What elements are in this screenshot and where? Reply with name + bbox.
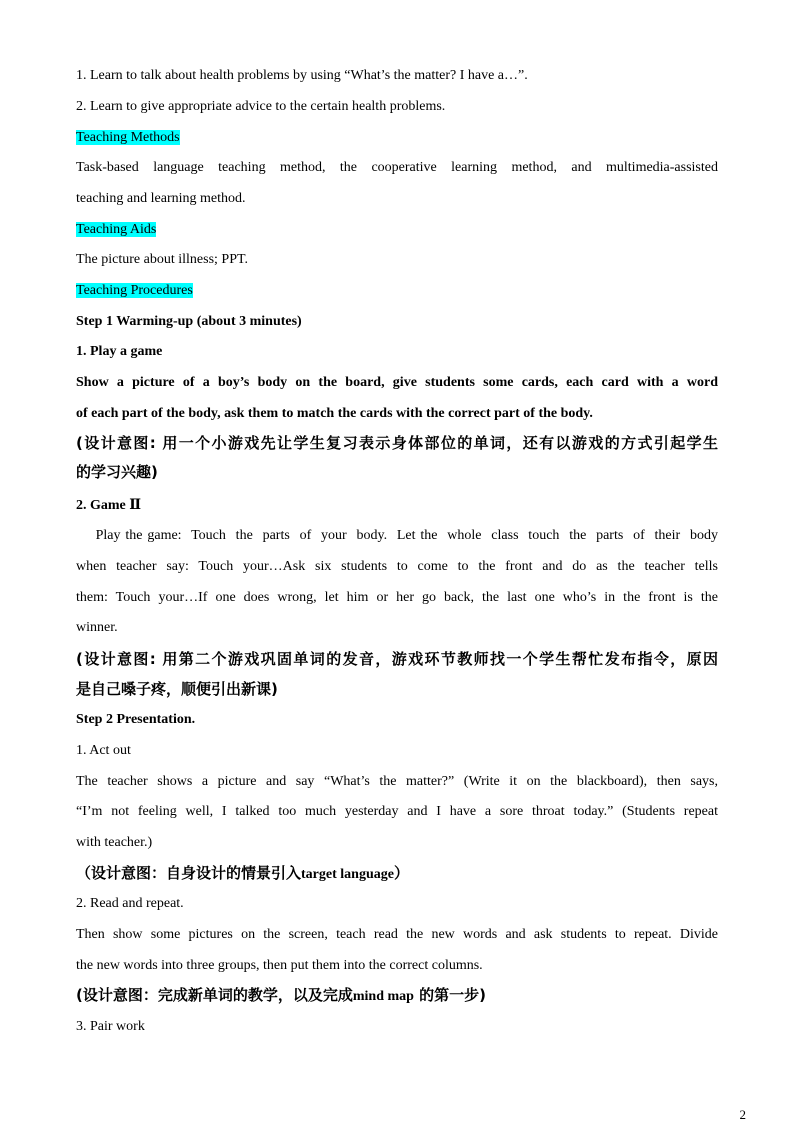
step1-design-note-1-line-2: 的学习兴趣) xyxy=(76,463,158,481)
procedures-heading-text: Teaching Procedures xyxy=(76,283,193,298)
methods-heading-text: Teaching Methods xyxy=(76,130,180,145)
aids-text: The picture about illness; PPT. xyxy=(76,252,248,267)
step1-item2-text-line-3: them: Touch your…If one does wrong, let him or her go back, the last one who’s in the front is the xyxy=(76,590,718,605)
step2-design-note-1-target: target language xyxy=(301,867,394,882)
step1-item2-text-line-2: when teacher say: Touch your…Ask six students to come to the front and do as the teacher tells xyxy=(76,559,718,574)
step2-design-note-2-suffix: 的第一步) xyxy=(413,986,487,1004)
step1-item1-text-line-1: Show a picture of a boy’s body on the board, give students some cards, each card with a word xyxy=(76,375,718,390)
step2-design-note-2-mid: mind map xyxy=(352,989,414,1004)
step1-item2-text-line-4: winner. xyxy=(76,620,118,635)
aids-heading xyxy=(76,220,156,240)
step1-design-note-2-line-1: (设计意图: 用第二个游戏巩固单词的发音，游戏环节教师找一个学生帮忙发布指令，原因 xyxy=(76,650,718,668)
aids-heading-text: Teaching Aids xyxy=(76,222,157,237)
methods-heading xyxy=(76,128,180,148)
step2-item1-text-line-2: “I’m not feeling well, I talked too much yesterday and I have a sore throat today.” (Students repeat xyxy=(76,804,718,819)
methods-text-line-1: Task-based language teaching method, the cooperative learning method, and multimedia-assisted xyxy=(76,160,718,175)
step2-design-note-1-suffix: ） xyxy=(393,864,409,882)
step2-item3-title: 3. Pair work xyxy=(76,1019,145,1034)
step2-design-note-2 xyxy=(76,985,486,1007)
step2-item2-text-line-2: the new words into three groups, then put them into the correct columns. xyxy=(76,958,483,973)
step2-design-note-1 xyxy=(76,863,409,885)
step2-design-note-1-prefix: （设计意图：自身设计的情景引入 xyxy=(76,864,302,882)
step2-item2-text-line-1: Then show some pictures on the screen, teach read the new words and ask students to repeat. Divide xyxy=(76,927,718,942)
step2-item1-text-line-1: The teacher shows a picture and say “What’s the matter?” (Write it on the blackboard), then says, xyxy=(76,774,718,789)
procedures-heading xyxy=(76,281,193,301)
step2-item1-text-line-3: with teacher.) xyxy=(76,835,153,850)
step1-item2-text-line-1: Play the game: Touch the parts of your body. Let the whole class touch the parts of their body xyxy=(76,528,718,543)
objective-1: 1. Learn to talk about health problems by using “What’s the matter? I have a…”. xyxy=(76,68,528,83)
step1-item1-title: 1. Play a game xyxy=(76,344,163,359)
methods-text-line-2: teaching and learning method. xyxy=(76,191,246,206)
step1-design-note-2-line-2: 是自己嗓子疼，顺便引出新课) xyxy=(76,680,278,698)
step2-design-note-2-prefix: (设计意图：完成新单词的教学，以及完成 xyxy=(76,986,353,1004)
step1-design-note-1-line-1: (设计意图: 用一个小游戏先让学生复习表示身体部位的单词，还有以游戏的方式引起学生 xyxy=(76,434,718,452)
page-number: 2 xyxy=(739,1107,746,1122)
step2-title: Step 2 Presentation. xyxy=(76,712,196,727)
step2-item2-title: 2. Read and repeat. xyxy=(76,896,184,911)
step1-item1-text-line-2: of each part of the body, ask them to match the cards with the correct part of the body. xyxy=(76,406,593,421)
step1-item2-title: 2. Game Ⅱ xyxy=(76,498,142,513)
objective-2: 2. Learn to give appropriate advice to the certain health problems. xyxy=(76,99,446,114)
step1-title: Step 1 Warming-up (about 3 minutes) xyxy=(76,314,302,329)
step2-item1-title: 1. Act out xyxy=(76,743,131,758)
